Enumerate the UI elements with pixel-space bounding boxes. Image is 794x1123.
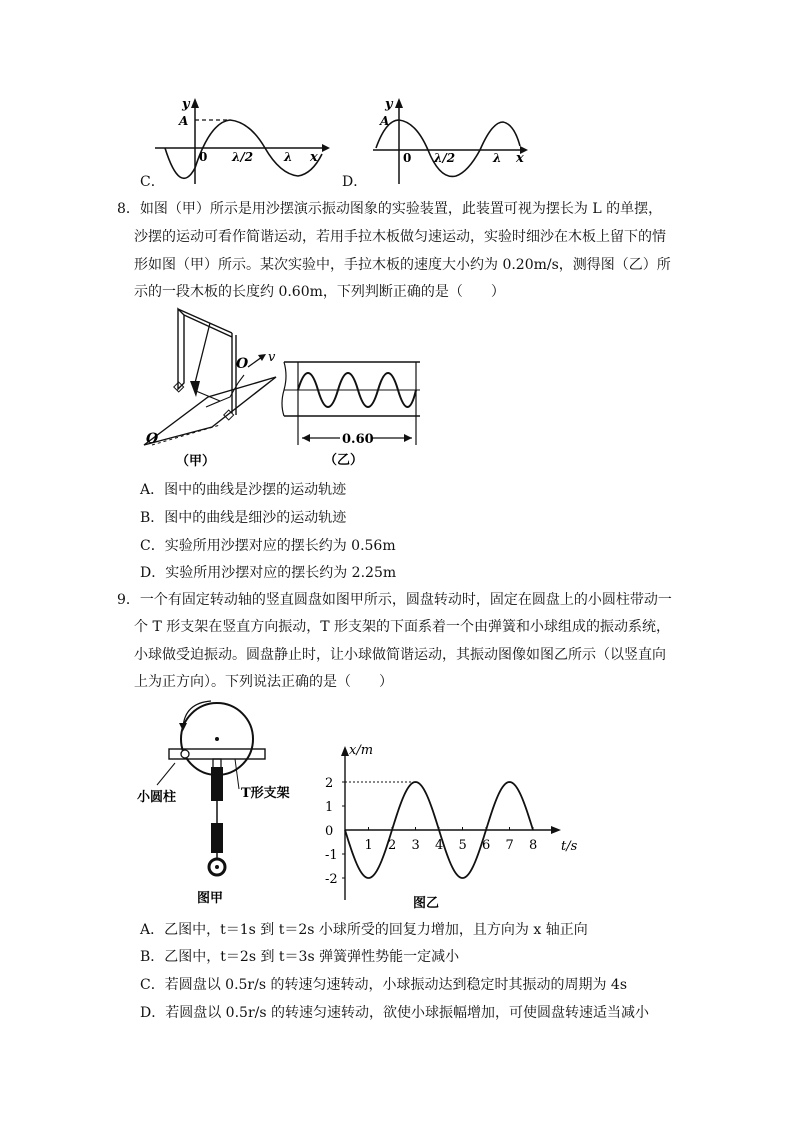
x-tick-label: 8 <box>529 838 538 853</box>
q8-option-a: A．图中的曲线是沙摆的运动轨迹 <box>140 482 347 498</box>
q8-fig-jia-v-label: v <box>268 350 276 365</box>
q8-figure-jia <box>140 305 280 470</box>
q8-fig-jia-caption: （甲） <box>176 454 216 469</box>
q9-option-b: B．乙图中，t＝2s 到 t＝3s 弹簧弹性势能一定减小 <box>140 949 460 965</box>
q9-fig-jia-caption: 图甲 <box>197 891 224 906</box>
q8-fig-yi-caption: （乙） <box>324 453 364 468</box>
q8-fig-yi-length-label: 0.60 <box>342 432 374 447</box>
x-tick-label: 2 <box>388 838 397 853</box>
q8-fig-jia-o-lower: O <box>146 431 159 447</box>
q8-stem-line-4: 示的一段木板的长度约 0.60m，下列判断正确的是（ ） <box>134 284 505 300</box>
graph-option-c <box>150 94 350 189</box>
y-axis-arrow <box>341 746 349 756</box>
q8-option-d: D．实验所用沙摆对应的摆长约为 2.25m <box>140 565 397 581</box>
y-tick-label: 0 <box>325 824 334 839</box>
graph-d-a-label: A <box>380 114 390 128</box>
q8-figure-yi <box>280 350 430 470</box>
graph-c-origin-label: 0 <box>199 150 208 164</box>
y-tick-label: -2 <box>325 872 338 887</box>
q8-option-c: C．实验所用沙摆对应的摆长约为 0.56m <box>140 538 396 554</box>
q8-fig-jia-o-upper: O <box>236 356 249 372</box>
x-tick-label: 7 <box>505 838 514 853</box>
y-axis-label: x/m <box>349 743 374 758</box>
y-tick-label: -1 <box>325 848 338 863</box>
graph-d-y-label: y <box>385 97 393 112</box>
x-tick-label: 6 <box>482 838 491 853</box>
q9-fig-jia-small-cylinder-label: 小圆柱 <box>137 790 177 805</box>
x-tick-label: 1 <box>364 838 373 853</box>
graph-c-x-label: x <box>310 150 318 165</box>
q8-stem-line-1: 8．如图（甲）所示是用沙摆演示振动图象的实验装置，此装置可视为摆长为 L 的单摆， <box>117 201 663 217</box>
option-d-letter: D． <box>342 174 368 190</box>
x-tick-label: 4 <box>435 838 444 853</box>
q9-figure-jia <box>135 697 315 912</box>
q9-stem-line-3: 小球做受迫振动。圆盘静止时，让小球做简谐运动，其振动图像如图乙所示（以竖直向 <box>134 647 666 663</box>
q8-stem-line-2: 沙摆的运动可看作简谐运动，若用手拉木板做匀速运动，实验时细沙在木板上留下的情 <box>134 229 666 245</box>
graph-d-lambda-label: λ <box>493 151 502 165</box>
q9-stem-line-4: 上为正方向）。下列说法正确的是（ ） <box>134 674 393 690</box>
x-axis-arrow <box>551 826 561 834</box>
q9-fig-jia-t-frame-label: T形支架 <box>241 786 290 801</box>
q8-stem-line-3: 形如图（甲）所示。某次实验中，手拉木板的速度大小约为 0.20m/s，测得图（乙）所 <box>134 257 671 273</box>
q8-option-b: B．图中的曲线是细沙的运动轨迹 <box>140 510 347 526</box>
q9-stem-line-2: 个 T 形支架在竖直方向振动，T 形支架的下面系着一个由弹簧和小球组成的振动系统， <box>134 619 671 635</box>
q9-option-a: A．乙图中，t＝1s 到 t＝2s 小球所受的回复力增加，且方向为 x 轴正向 <box>140 922 588 938</box>
x-axis-label: t/s <box>561 839 578 854</box>
graph-c-a-label: A <box>179 114 189 128</box>
graph-d-origin-label: 0 <box>403 151 412 165</box>
y-tick-label: 2 <box>325 776 334 791</box>
q9-option-c: C．若圆盘以 0.5r/s 的转速匀速转动，小球振动达到稳定时其振动的周期为 4s <box>140 977 628 993</box>
x-tick-label: 5 <box>458 838 467 853</box>
graph-c-lambda-label: λ <box>284 150 293 164</box>
graph-option-d <box>368 94 548 189</box>
y-tick-label: 1 <box>325 800 334 815</box>
graph-d-x-label: x <box>516 151 524 166</box>
q9-fig-yi-caption: 图乙 <box>413 896 440 910</box>
graph-d-half-lambda-label: λ/2 <box>434 151 456 165</box>
x-tick-label: 3 <box>411 838 420 853</box>
q9-stem-line-1: 9．一个有固定转动轴的竖直圆盘如图甲所示，圆盘转动时，固定在圆盘上的小圆柱带动一 <box>117 592 672 608</box>
q9-figure-yi-chart <box>315 740 580 910</box>
q9-option-d: D．若圆盘以 0.5r/s 的转速匀速转动，欲使小球振幅增加，可使圆盘转速适当减小 <box>140 1005 649 1021</box>
graph-c-y-label: y <box>182 97 190 112</box>
graph-c-half-lambda-label: λ/2 <box>232 150 254 164</box>
option-c-letter: C． <box>140 174 165 190</box>
